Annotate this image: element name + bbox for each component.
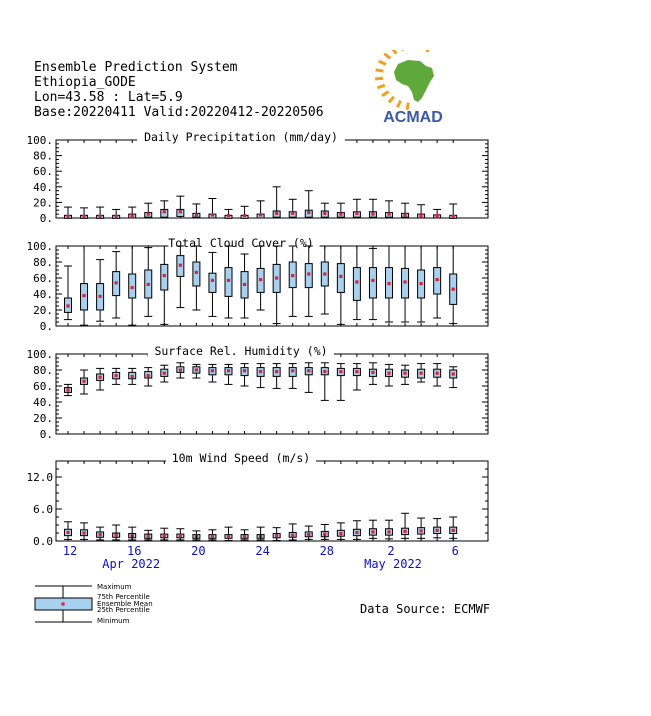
chart-panel	[27, 130, 489, 225]
box-whisker	[337, 203, 345, 218]
box-whisker	[192, 364, 200, 378]
plot-frame	[56, 354, 488, 434]
mean-marker	[387, 530, 390, 533]
chart-title: Daily Precipitation (mm/day)	[144, 130, 338, 144]
box-whisker	[337, 364, 345, 401]
box-whisker	[305, 191, 313, 218]
box-whisker	[273, 246, 281, 324]
box-whisker	[353, 364, 361, 390]
box-whisker	[96, 207, 104, 218]
box-whisker	[144, 530, 152, 540]
y-tick-label: 80.	[33, 149, 53, 163]
mean-marker	[259, 213, 262, 216]
mean-marker	[147, 374, 150, 377]
y-tick-label: 80.	[33, 364, 53, 377]
box-whisker	[241, 254, 249, 318]
box-whisker	[417, 518, 425, 538]
mean-marker	[339, 532, 342, 535]
mean-marker	[452, 372, 455, 375]
box-whisker	[96, 260, 104, 322]
mean-marker	[131, 286, 134, 289]
mean-marker	[355, 370, 358, 373]
box-whisker	[64, 384, 72, 395]
box-whisker	[433, 364, 441, 386]
box-whisker	[160, 201, 168, 218]
x-tick-label: 24	[255, 544, 270, 558]
interquartile-box	[353, 268, 360, 301]
box-whisker	[64, 207, 72, 218]
box-whisker	[369, 248, 377, 319]
mean-marker	[66, 304, 69, 307]
legend-label: Ensemble Mean	[97, 600, 153, 608]
mean-marker	[179, 368, 182, 371]
box-whisker	[208, 199, 216, 219]
box-whisker	[305, 246, 313, 316]
box-whisker	[192, 204, 200, 218]
box-whisker	[112, 252, 120, 318]
mean-marker	[323, 272, 326, 275]
mean-marker	[99, 533, 102, 536]
legend-label: Maximum	[97, 583, 132, 591]
box-whisker	[449, 246, 457, 324]
mean-marker	[420, 214, 423, 217]
box-whisker	[176, 246, 184, 308]
box-whisker	[273, 364, 281, 389]
box-whisker	[417, 364, 425, 382]
box-whisker	[449, 204, 457, 218]
mean-marker	[259, 370, 262, 373]
box-whisker	[257, 364, 265, 388]
mean-marker	[420, 282, 423, 285]
box-whisker	[257, 246, 265, 310]
mean-marker	[211, 213, 214, 216]
y-tick-label: 0.0	[33, 535, 53, 548]
month-label: Apr 2022	[102, 557, 161, 571]
base-valid-dates: Base:20220411 Valid:20220412-20220506	[34, 105, 324, 120]
mean-marker	[323, 212, 326, 215]
box-whisker	[208, 252, 216, 316]
mean-marker	[275, 534, 278, 537]
mean-marker	[387, 372, 390, 375]
box-whisker	[385, 201, 393, 218]
mean-marker	[243, 535, 246, 538]
box-whisker	[225, 527, 233, 540]
mean-marker	[99, 376, 102, 379]
mean-marker	[452, 288, 455, 291]
month-label: May 2022	[364, 557, 422, 571]
box-whisker	[337, 246, 345, 324]
chart-panel	[27, 451, 489, 571]
x-tick-label: 12	[62, 544, 78, 558]
mean-marker	[82, 294, 85, 297]
chart-title: Total Cloud Cover (%)	[168, 236, 314, 250]
mean-marker	[403, 530, 406, 533]
mean-marker	[291, 534, 294, 537]
mean-marker	[275, 212, 278, 215]
y-tick-label: 80.	[33, 256, 53, 269]
y-tick-label: 20.	[33, 196, 53, 210]
mean-marker	[115, 374, 118, 377]
mean-marker	[436, 529, 439, 532]
y-tick-label: 0.	[39, 212, 53, 225]
box-whisker	[417, 246, 425, 322]
mean-marker	[403, 280, 406, 283]
station-coordinates: Lon=43.58 : Lat=5.9	[34, 90, 183, 105]
mean-marker	[387, 282, 390, 285]
box-whisker	[225, 246, 233, 318]
data-source: Data Source: ECMWF	[360, 602, 491, 616]
mean-marker	[452, 529, 455, 532]
mean-marker	[227, 214, 230, 217]
mean-marker	[436, 214, 439, 217]
mean-marker	[436, 278, 439, 281]
box-whisker	[160, 246, 168, 324]
chart-panel	[27, 344, 489, 441]
mean-marker	[99, 295, 102, 298]
mean-marker	[82, 215, 85, 218]
mean-marker	[227, 535, 230, 538]
box-whisker	[241, 364, 249, 386]
y-tick-label: 60.	[33, 380, 53, 393]
y-tick-label: 6.0	[33, 503, 53, 516]
mean-marker	[291, 212, 294, 215]
mean-marker	[163, 210, 166, 213]
y-tick-label: 0.	[39, 320, 53, 333]
mean-marker	[66, 388, 69, 391]
box-whisker	[144, 203, 152, 218]
mean-marker	[195, 368, 198, 371]
box-whisker	[369, 363, 377, 385]
box-whisker	[273, 187, 281, 218]
box-whisker	[96, 368, 104, 390]
mean-marker	[403, 372, 406, 375]
box-whisker	[192, 246, 200, 310]
mean-marker	[131, 375, 134, 378]
mean-marker	[82, 380, 85, 383]
legend-label: 25th Percentile	[97, 606, 150, 614]
box-whisker	[289, 364, 297, 389]
y-tick-label: 40.	[33, 396, 53, 409]
mean-marker	[339, 213, 342, 216]
box-whisker	[144, 368, 152, 386]
x-tick-label: 28	[319, 544, 335, 558]
box-whisker	[385, 364, 393, 386]
x-tick-label: 2	[387, 544, 395, 558]
box-whisker	[289, 524, 297, 540]
interquartile-box	[369, 268, 376, 298]
box-whisker	[128, 207, 136, 218]
box-whisker	[160, 528, 168, 540]
box-whisker	[96, 527, 104, 540]
box-whisker	[112, 368, 120, 384]
y-tick-label: 40.	[33, 180, 53, 194]
box-whisker	[64, 266, 72, 320]
x-tick-label: 16	[126, 544, 142, 558]
box-whisker	[353, 521, 361, 540]
mean-marker	[82, 531, 85, 534]
box-whisker	[160, 365, 168, 382]
mean-marker	[307, 369, 310, 372]
mean-marker	[163, 534, 166, 537]
mean-marker	[147, 283, 150, 286]
box-whisker	[321, 363, 329, 401]
box-whisker	[176, 529, 184, 540]
box-whisker	[273, 528, 281, 541]
mean-marker	[307, 272, 310, 275]
plot-frame	[56, 140, 488, 218]
box-whisker	[417, 205, 425, 218]
mean-marker	[275, 370, 278, 373]
mean-marker	[66, 531, 69, 534]
mean-marker	[195, 271, 198, 274]
mean-marker	[163, 274, 166, 277]
mean-marker	[66, 215, 69, 218]
mean-marker	[147, 213, 150, 216]
y-tick-label: 20.	[33, 412, 53, 425]
x-tick-label: 6	[451, 544, 459, 558]
box-whisker	[241, 530, 249, 540]
y-tick-label: 40.	[33, 288, 53, 301]
mean-marker	[179, 264, 182, 267]
box-whisker	[305, 526, 313, 539]
box-whisker	[112, 209, 120, 218]
station-name: Ethiopia_GODE	[34, 75, 136, 90]
y-tick-label: 60.	[33, 272, 53, 285]
y-tick-label: 100.	[26, 134, 53, 147]
mean-marker	[291, 274, 294, 277]
mean-marker	[355, 531, 358, 534]
y-tick-label: 100.	[26, 348, 53, 361]
mean-marker	[355, 212, 358, 215]
mean-marker	[227, 369, 230, 372]
system-title: Ensemble Prediction System	[34, 60, 238, 75]
mean-marker	[275, 276, 278, 279]
y-tick-label: 60.	[33, 165, 53, 179]
box-whisker	[289, 199, 297, 218]
box-whisker	[369, 520, 377, 538]
mean-marker	[323, 370, 326, 373]
mean-marker	[291, 369, 294, 372]
mean-marker	[179, 210, 182, 213]
box-whisker	[353, 199, 361, 218]
box-whisker	[144, 248, 152, 317]
box-whisker	[80, 208, 88, 218]
box-whisker	[289, 246, 297, 316]
box-whisker	[385, 246, 393, 322]
mean-marker	[163, 372, 166, 375]
box-whisker	[401, 513, 409, 538]
legend-label: Minimum	[97, 617, 130, 625]
mean-marker	[115, 534, 118, 537]
box-whisker	[321, 203, 329, 218]
box-whisker	[433, 209, 441, 218]
mean-marker	[420, 372, 423, 375]
box-whisker	[337, 523, 345, 540]
mean-marker	[227, 279, 230, 282]
box-whisker	[225, 364, 233, 384]
box-whisker	[208, 530, 216, 540]
y-tick-label: 100.	[26, 240, 53, 253]
box-whisker	[208, 364, 216, 382]
box-whisker	[369, 199, 377, 218]
mean-marker	[131, 214, 134, 217]
mean-marker	[195, 213, 198, 216]
mean-marker	[211, 369, 214, 372]
box-whisker	[401, 365, 409, 384]
mean-marker	[403, 213, 406, 216]
mean-marker	[436, 372, 439, 375]
chart-title: 10m Wind Speed (m/s)	[171, 451, 311, 465]
box-whisker	[128, 246, 136, 325]
mean-marker	[243, 283, 246, 286]
box-whisker	[401, 203, 409, 218]
y-tick-label: 20.	[33, 304, 53, 317]
interquartile-box	[209, 273, 216, 292]
mean-marker	[371, 530, 374, 533]
mean-marker	[307, 533, 310, 536]
box-whisker	[80, 370, 88, 394]
mean-marker	[371, 213, 374, 216]
mean-marker	[243, 369, 246, 372]
mean-marker	[211, 535, 214, 538]
box-whisker	[112, 525, 120, 540]
box-whisker	[257, 201, 265, 218]
mean-marker	[179, 534, 182, 537]
mean-marker	[147, 535, 150, 538]
box-whisker	[225, 209, 233, 218]
mean-marker	[243, 214, 246, 217]
box-whisker	[321, 246, 329, 314]
mean-marker	[99, 215, 102, 218]
box-whisker	[128, 368, 136, 384]
box-whisker	[80, 246, 88, 325]
chart-title: Surface Rel. Humidity (%)	[154, 344, 328, 358]
mean-marker	[259, 278, 262, 281]
box-whisker	[176, 196, 184, 218]
mean-marker	[387, 213, 390, 216]
chart-panel	[27, 236, 489, 333]
box-whisker	[449, 367, 457, 388]
box-whisker	[305, 363, 313, 393]
box-whisker	[433, 519, 441, 538]
mean-marker	[339, 370, 342, 373]
y-tick-label: 12.0	[26, 471, 53, 484]
mean-marker	[211, 279, 214, 282]
mean-marker	[355, 280, 358, 283]
mean-marker	[115, 281, 118, 284]
box-whisker	[80, 523, 88, 540]
box-whisker	[433, 246, 441, 318]
box-whisker	[176, 363, 184, 378]
x-tick-label: 20	[191, 544, 206, 558]
mean-marker	[115, 215, 118, 218]
box-whisker	[401, 246, 409, 322]
mean-marker	[371, 371, 374, 374]
legend-label: 75th Percentile	[97, 593, 150, 601]
legend	[35, 583, 153, 625]
box-whisker	[241, 206, 249, 218]
logo-text: ACMAD	[383, 109, 443, 126]
mean-marker	[371, 279, 374, 282]
legend-mean-marker	[61, 602, 64, 605]
box-whisker	[353, 246, 361, 320]
y-tick-label: 0.	[39, 428, 53, 441]
mean-marker	[339, 275, 342, 278]
mean-marker	[452, 215, 455, 218]
mean-marker	[420, 529, 423, 532]
mean-marker	[307, 211, 310, 214]
